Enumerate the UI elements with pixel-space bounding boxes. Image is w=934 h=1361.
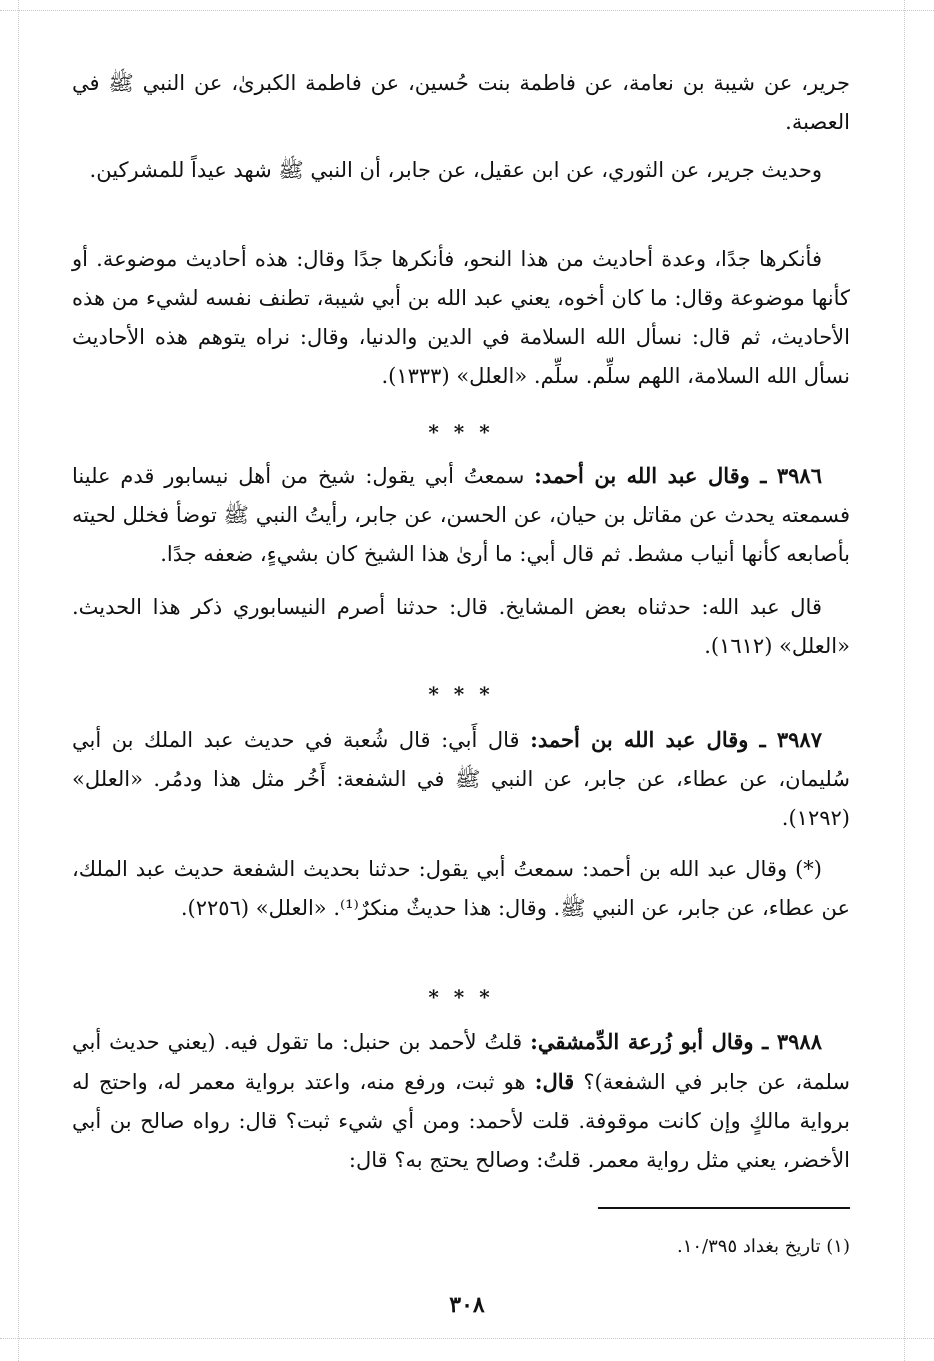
- entry-3986-text: سمعتُ أبي يقول: شيخ من أهل نيسابور قدم علينا فسمعته يحدث عن مقاتل بن حيان، عن الحسن، عن جابر، رأيتُ النبي ﷺ توضأ فخلل لحيته بأصابعه كأنها أنياب مشط. ثم قال أبي: ما أرىٰ هذا الشيخ كان بشيءٍ، ضعفه جدًا.: [72, 464, 850, 566]
- entry-3988-text-2: هو ثبت، ورفع منه، واعتد برواية معمر له، واحتج له برواية مالكٍ وإن كانت موقوفة. قلت لأحمد: ومن أي شيء ثبت؟ قال: رواه صالح بن أبي الأخضر، يعني مثل رواية معمر. قلتُ: وصالح يحتج به؟ قال:: [72, 1070, 850, 1172]
- entry-3988-text: قلتُ لأحمد بن حنبل: ما تقول فيه. (يعني حديث أبي سلمة، عن جابر في الشفعة)؟: [72, 1030, 850, 1094]
- entry-3986: [72, 456, 850, 574]
- section-separator-2: * * *: [428, 682, 494, 706]
- intro-paragraph-1: [72, 64, 850, 142]
- section-separator-1: * * *: [428, 420, 494, 444]
- entry-3988-lead: ٣٩٨٨ ـ وقال أبو زُرعة الدِّمشقي:: [530, 1029, 822, 1054]
- entry-3987: [72, 720, 850, 838]
- scan-border-left: [18, 0, 19, 1361]
- entry-3986-lead: ٣٩٨٦ ـ وقال عبد الله بن أحمد:: [534, 463, 822, 488]
- entry-3988-qal: قال:: [534, 1069, 575, 1094]
- intro-paragraph-2-text: وحديث جرير، عن الثوري، عن ابن عقيل، عن جابر، أن النبي ﷺ شهد عيداً للمشركين.: [89, 158, 822, 182]
- footnote: [72, 1232, 850, 1262]
- entry-3986-note: [72, 588, 850, 666]
- footnote-text: (١) تاريخ بغداد ١٠/٣٩٥.: [676, 1236, 850, 1257]
- entry-3987-text: قال أَبي: قال شُعبة في حديث عبد الملك بن أبي سُليمان، عن عطاء، عن جابر، عن النبي ﷺ في الشفعة: أَخُر مثل هذا ودمُر. «العلل» (١٢٩٢).: [72, 728, 850, 830]
- footnote-rule: [598, 1207, 850, 1209]
- entry-3988: [72, 1022, 850, 1180]
- scan-border-top: [0, 10, 934, 11]
- page-number: ٣٠٨: [449, 1292, 485, 1318]
- scan-border-right: [904, 0, 905, 1361]
- scan-border-bottom: [0, 1338, 934, 1339]
- entry-3987-star-note-text: (*) وقال عبد الله بن أحمد: سمعتُ أبي يقول: حدثنا بحديث الشفعة حديث عبد الملك، عن عطاء، عن جابر، عن النبي ﷺ. وقال: هذا حديثٌ منكرٌ⁽¹⁾. «العلل» (٢٢٥٦).: [72, 857, 850, 920]
- intro-paragraph-3-text: فأنكرها جدًا، وعدة أحاديث من هذا النحو، فأنكرها جدًا وقال: هذه أحاديث موضوعة. أو كأنها موضوعة وقال: ما كان أخوه، يعني عبد الله بن أبي شيبة، تطنف نفسه لشيء من هذه الأحاديث، ثم قال: نسأل الله السلامة في الدين والدنيا، وقال: نراه يتوهم هذه الأحاديث نسأل الله السلامة، اللهم سلِّم. سلِّم. «العلل» (١٣٣٣).: [72, 247, 850, 388]
- entry-3987-lead: ٣٩٨٧ ـ وقال عبد الله بن أحمد:: [530, 727, 822, 752]
- entry-3987-star-note: [72, 850, 850, 928]
- section-separator-3: * * *: [428, 985, 494, 1009]
- intro-paragraph-1-text: جرير، عن شيبة بن نعامة، عن فاطمة بنت حُسين، عن فاطمة الكبرىٰ، عن النبي ﷺ في العصبة.: [72, 71, 850, 134]
- entry-3986-note-text: قال عبد الله: حدثناه بعض المشايخ. قال: حدثنا أصرم النيسابوري ذكر هذا الحديث. «العلل» (١٦١٢).: [72, 595, 850, 658]
- intro-paragraph-3: [72, 240, 850, 396]
- intro-paragraph-2: [72, 151, 850, 190]
